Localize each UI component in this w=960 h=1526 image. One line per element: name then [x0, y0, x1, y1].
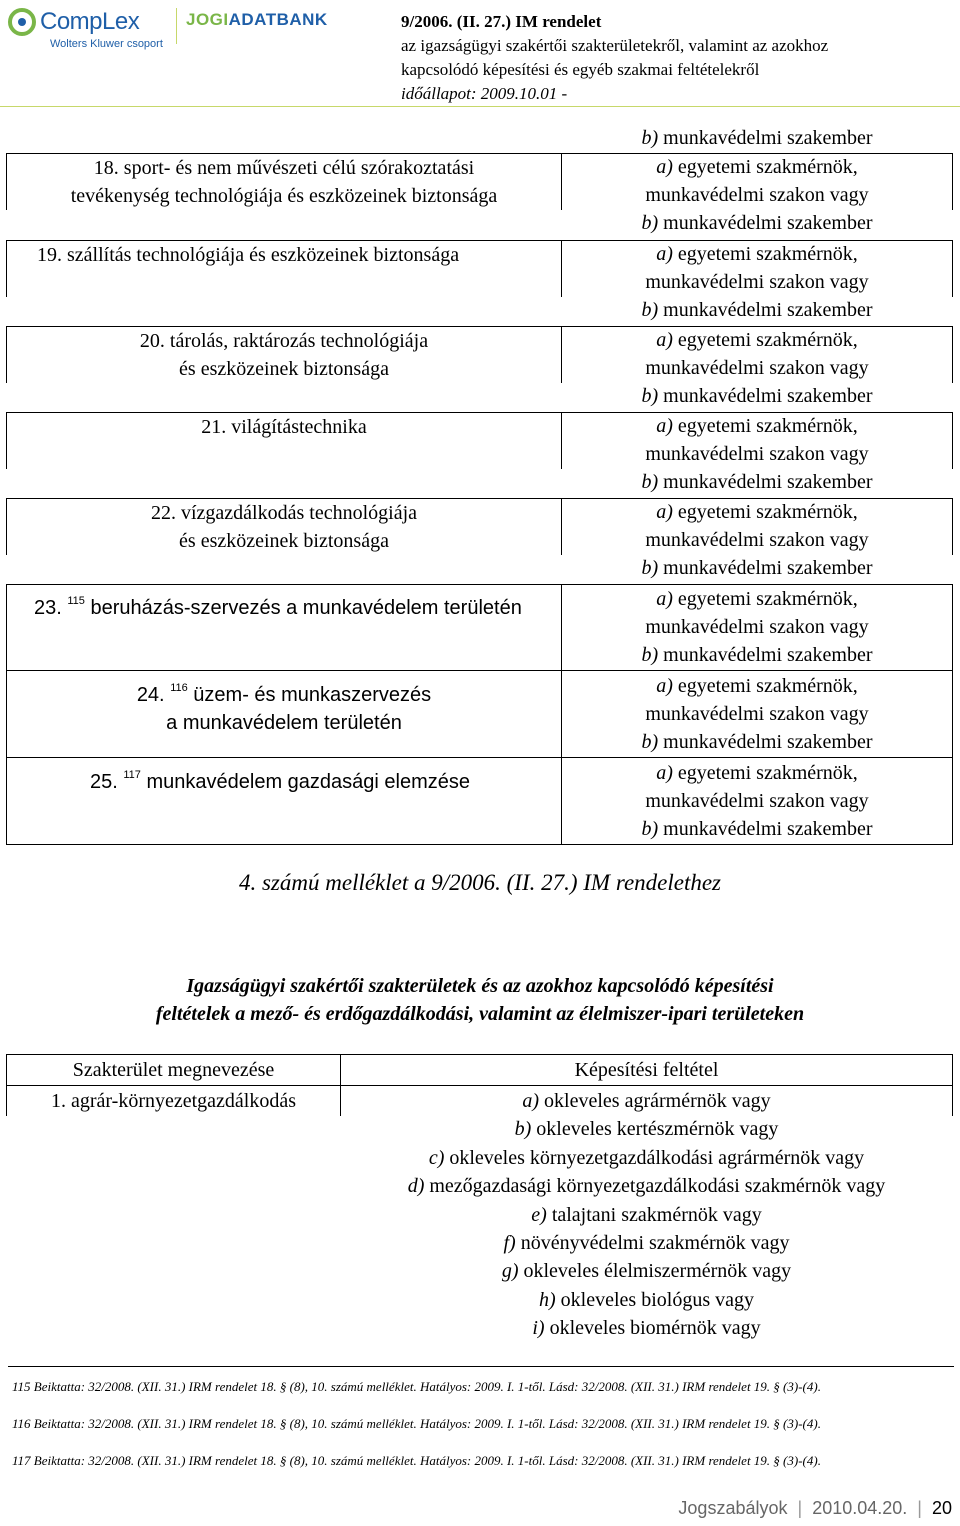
qualification-b-line [562, 554, 952, 582]
qualification-text: okleveles biológus vagy [560, 1288, 754, 1311]
qualification-item [341, 1257, 952, 1285]
footnote-ref: 116 [170, 682, 188, 694]
qualification-text: okleveles élelmiszermérnök vagy [523, 1260, 792, 1283]
annex-subtitle-line: feltételek a mező- és erdőgazdálkodási, valamint az élelmiszer-ipari területeken [155, 1003, 805, 1025]
jogi-adatbank-logo-part1: JOGI [186, 10, 229, 29]
list-marker: b) [514, 1118, 532, 1141]
qualification-text: egyetemi szakmérnök, [677, 156, 858, 178]
table-border [952, 584, 953, 844]
footnote: 116 Beiktatta: 32/2008. (XII. 31.) IRM rendelet 18. § (8), 10. számú melléklet. Hatályos: 2009. I. 1-től. Lásd: 32/2008. (XII. 31.) IRM rendelet 19. § (3)-(4). [12, 1416, 821, 1431]
list-marker: c) [428, 1146, 445, 1169]
qualification-cell [562, 326, 952, 410]
specialty-line: és eszközeinek biztonsága [179, 530, 389, 552]
qualification-text: egyetemi szakmérnök, [677, 501, 858, 523]
qualification-text: munkavédelmi szakember [663, 385, 873, 407]
qualification-mid-line: munkavédelmi szakon vagy [645, 616, 869, 638]
footnote-ref: 117 [123, 769, 141, 781]
qualification-text: munkavédelmi szakember [663, 644, 873, 666]
qualification-a-line [562, 412, 952, 440]
qualification-item [341, 1172, 952, 1200]
list-marker: d) [407, 1175, 425, 1198]
specialty-cell [7, 154, 561, 210]
qualification-a-line [562, 153, 952, 181]
list-marker: b) [641, 557, 659, 579]
specialty-line: 18. sport- és nem művészeti célú szórakoztatási [93, 157, 475, 179]
specialty-line: 22. vízgazdálkodás technológiája [150, 502, 417, 524]
qualification-cell [562, 240, 952, 324]
list-marker: a) [656, 588, 673, 610]
list-marker: e) [531, 1203, 547, 1226]
specialty-line: munkavédelem gazdasági elemzése [146, 771, 470, 793]
header-rule [0, 106, 960, 107]
table-border [6, 670, 953, 671]
list-marker: i) [532, 1317, 545, 1340]
table-border [952, 153, 953, 210]
column-header-qualification: Képesítési feltétel [574, 1059, 719, 1081]
list-marker: b) [641, 127, 659, 149]
qualification-a-line [562, 672, 952, 700]
list-marker: a) [656, 243, 673, 265]
table-border [952, 240, 953, 297]
list-marker: g) [501, 1260, 519, 1283]
annex-title: 4. számú melléklet a 9/2006. (II. 27.) IM rendelethez [238, 870, 722, 895]
list-marker: h) [539, 1288, 556, 1311]
qualification-a-line [562, 498, 952, 526]
qualification-b-line [562, 124, 952, 152]
header-line-3: kapcsolódó képesítési és egyéb szakmai feltételekről [401, 60, 760, 79]
qualification-list [341, 1087, 952, 1343]
qualification-cell [562, 585, 952, 669]
specialty-line: 19. szállítás technológiája és eszközeinek biztonsága [37, 244, 460, 266]
qualification-cell [562, 759, 952, 843]
page-number: 20 [931, 1498, 952, 1518]
qualification-mid-line: munkavédelmi szakon vagy [645, 529, 869, 551]
qualification-mid-line: munkavédelmi szakon vagy [645, 790, 869, 812]
footnote: 115 Beiktatta: 32/2008. (XII. 31.) IRM rendelet 18. § (8), 10. számú melléklet. Hatályos: 2009. I. 1-től. Lásd: 32/2008. (XII. 31.) IRM rendelet 19. § (3)-(4). [12, 1379, 821, 1394]
qualification-text: mezőgazdasági környezetgazdálkodási szakmérnök vagy [429, 1175, 886, 1198]
qualification-text: munkavédelmi szakember [663, 557, 873, 579]
specialty-number: 24. [136, 684, 165, 706]
complex-logo-subtitle: Wolters Kluwer csoport [50, 38, 163, 50]
footnote-ref: 115 [67, 595, 85, 607]
qualification-text: okleveles kertészmérnök vagy [536, 1118, 779, 1141]
qualification-b-line [562, 382, 952, 410]
specialty-cell [7, 674, 561, 737]
specialty-cell: 1. agrár-környezetgazdálkodás [50, 1090, 297, 1112]
qualification-item [341, 1314, 952, 1342]
header-logo-divider [176, 8, 177, 44]
specialty-line: üzem- és munkaszervezés [193, 684, 432, 706]
specialty-number: 23. [34, 597, 62, 619]
specialty-line: a munkavédelem területén [166, 712, 402, 734]
complex-logo [8, 6, 168, 50]
qualification-text: okleveles környezetgazdálkodási agrármérnök vagy [449, 1146, 865, 1169]
qualification-cell [562, 412, 952, 496]
qualification-text: növényvédelmi szakmérnök vagy [520, 1232, 790, 1255]
list-marker: f) [503, 1232, 516, 1255]
table-border [952, 326, 953, 383]
qualification-b-line [562, 815, 952, 843]
specialty-line: 20. tárolás, raktározás technológiája [139, 330, 429, 352]
qualification-text: egyetemi szakmérnök, [677, 415, 858, 437]
list-marker: a) [656, 415, 673, 437]
list-marker: a) [656, 156, 673, 178]
header-line-1: 9/2006. (II. 27.) IM rendelet [401, 12, 602, 31]
specialty-line: tevékenység technológiája és eszközeinek biztonsága [70, 185, 498, 207]
footer-separator: | [797, 1498, 803, 1518]
list-marker: a) [656, 675, 673, 697]
qualification-mid-line: munkavédelmi szakon vagy [645, 703, 869, 725]
specialty-line: és eszközeinek biztonsága [179, 358, 389, 380]
table-border [6, 757, 953, 758]
qualification-text: munkavédelmi szakember [663, 212, 873, 234]
footer-date: 2010.04.20. [812, 1498, 908, 1518]
list-marker: b) [641, 299, 659, 321]
jogi-adatbank-logo-part2: ADATBANK [228, 10, 328, 29]
footnote-rule [8, 1366, 954, 1367]
qualification-a-line [562, 240, 952, 268]
qualification-a-line [562, 585, 952, 613]
qualification-text: munkavédelmi szakember [663, 818, 873, 840]
table-border [952, 498, 953, 555]
qualification-item [341, 1087, 952, 1115]
list-marker: b) [641, 731, 659, 753]
list-marker: a) [656, 762, 673, 784]
qualification-mid-line: munkavédelmi szakon vagy [645, 184, 869, 206]
list-marker: b) [641, 471, 659, 493]
qualification-mid-line: munkavédelmi szakon vagy [645, 271, 869, 293]
qualification-item [341, 1286, 952, 1314]
qualification-text: okleveles agrármérnök vagy [544, 1090, 771, 1112]
specialty-cell [7, 327, 561, 383]
specialty-line: beruházás-szervezés a munkavédelem területén [90, 597, 522, 619]
qualification-cell [562, 153, 952, 237]
qualification-b-line [562, 209, 952, 237]
qualification-b-line [562, 728, 952, 756]
footer-separator: | [917, 1498, 922, 1518]
specialty-line-1 [7, 674, 561, 709]
jogi-adatbank-logo [186, 10, 328, 30]
qualification-a-line [562, 326, 952, 354]
qualification-mid-line: munkavédelmi szakon vagy [645, 443, 869, 465]
qualification-text: egyetemi szakmérnök, [677, 243, 858, 265]
footnote: 117 Beiktatta: 32/2008. (XII. 31.) IRM rendelet 18. § (8), 10. számú melléklet. Hatályos: 2009. I. 1-től. Lásd: 32/2008. (XII. 31.) IRM rendelet 19. § (3)-(4). [12, 1453, 821, 1468]
specialty-cell [34, 587, 522, 622]
qualification-item [341, 1115, 952, 1143]
qualification-cell [562, 672, 952, 756]
specialty-cell [90, 761, 470, 796]
list-marker: b) [641, 212, 659, 234]
qualification-a-line [562, 759, 952, 787]
list-marker: b) [641, 385, 659, 407]
qualification-text: munkavédelmi szakember [663, 471, 873, 493]
qualification-text: egyetemi szakmérnök, [677, 762, 858, 784]
qualification-text: egyetemi szakmérnök, [677, 588, 858, 610]
qualification-text: egyetemi szakmérnök, [677, 329, 858, 351]
table-border [6, 1085, 953, 1086]
specialty-number: 25. [90, 771, 118, 793]
qualification-b-line [562, 641, 952, 669]
qualification-cell [562, 498, 952, 582]
list-marker: a) [656, 329, 673, 351]
annex-subtitle [0, 972, 960, 1028]
table-border [952, 1054, 953, 1116]
qualification-b-line [562, 296, 952, 324]
table-border [6, 844, 953, 845]
qualification-item [341, 1201, 952, 1229]
qualification-text: munkavédelmi szakember [663, 127, 873, 149]
qualification-text: munkavédelmi szakember [663, 731, 873, 753]
list-marker: b) [641, 818, 659, 840]
table-border [952, 412, 953, 469]
footer-source: Jogszabályok [678, 1498, 788, 1518]
complex-logo-mark-icon [8, 8, 36, 36]
list-marker: a) [522, 1090, 540, 1112]
complex-logo-name: CompLex [40, 8, 140, 35]
qualification-item [341, 1144, 952, 1172]
qualification-text: egyetemi szakmérnök, [677, 675, 858, 697]
specialty-cell [37, 241, 459, 269]
document-header-title [401, 10, 828, 106]
header-line-4: időállapot: 2009.10.01 - [401, 84, 568, 103]
qualification-cell [562, 124, 952, 152]
table-border [6, 240, 7, 297]
column-header-specialty: Szakterület megnevezése [72, 1059, 275, 1081]
page-header [0, 0, 960, 108]
specialty-line: 21. világítástechnika [201, 416, 367, 438]
qualification-text: talajtani szakmérnök vagy [551, 1203, 762, 1226]
qualification-b-line [562, 468, 952, 496]
qualification-text: okleveles biomérnök vagy [549, 1317, 761, 1340]
qualification-mid-line: munkavédelmi szakon vagy [645, 357, 869, 379]
list-marker: b) [641, 644, 659, 666]
annex-subtitle-line: Igazságügyi szakértői szakterületek és az azokhoz kapcsolódó képesítési [186, 975, 774, 997]
specialty-cell [7, 413, 561, 441]
header-line-2: az igazságügyi szakértői szakterületekről, valamint az azokhoz [401, 36, 829, 55]
table-border [6, 1054, 953, 1055]
page-footer [678, 1498, 952, 1519]
qualification-item [341, 1229, 952, 1257]
specialty-cell [7, 499, 561, 555]
qualification-text: munkavédelmi szakember [663, 299, 873, 321]
list-marker: a) [656, 501, 673, 523]
